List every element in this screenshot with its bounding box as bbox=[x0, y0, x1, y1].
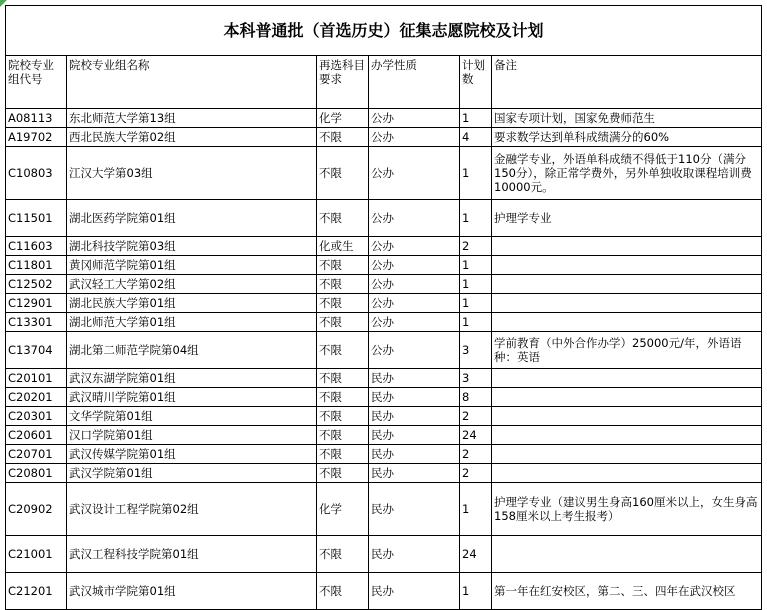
plan-table bbox=[5, 5, 762, 610]
cell-note bbox=[492, 407, 762, 426]
cell-requirement: 不限 bbox=[317, 464, 369, 483]
cell-note: 要求数学达到单科成绩满分的60% bbox=[492, 128, 762, 147]
cell-requirement: 不限 bbox=[317, 388, 369, 407]
cell-nature: 公办 bbox=[369, 332, 460, 369]
cell-nature: 民办 bbox=[369, 445, 460, 464]
cell-note bbox=[492, 369, 762, 388]
table-row bbox=[6, 294, 762, 313]
cell-plan: 1 bbox=[460, 200, 492, 237]
table-row bbox=[6, 426, 762, 445]
cell-nature: 公办 bbox=[369, 147, 460, 200]
cell-code: A08113 bbox=[6, 109, 67, 128]
table-row bbox=[6, 464, 762, 483]
cell-name: 湖北师范大学第01组 bbox=[67, 313, 317, 332]
cell-code: C20201 bbox=[6, 388, 67, 407]
table-row bbox=[6, 147, 762, 200]
cell-code: C20301 bbox=[6, 407, 67, 426]
cell-code: C21201 bbox=[6, 573, 67, 610]
cell-requirement: 不限 bbox=[317, 407, 369, 426]
cell-requirement: 不限 bbox=[317, 573, 369, 610]
cell-plan: 4 bbox=[460, 128, 492, 147]
header-row bbox=[6, 56, 762, 109]
cell-requirement: 不限 bbox=[317, 147, 369, 200]
cell-note: 国家专项计划，国家免费师范生 bbox=[492, 109, 762, 128]
header-code: 院校专业组代号 bbox=[6, 56, 67, 109]
cell-requirement: 不限 bbox=[317, 200, 369, 237]
cell-nature: 公办 bbox=[369, 109, 460, 128]
cell-code: C20801 bbox=[6, 464, 67, 483]
table-row bbox=[6, 369, 762, 388]
cell-requirement: 化学 bbox=[317, 483, 369, 536]
cell-requirement: 不限 bbox=[317, 294, 369, 313]
cell-note: 学前教育（中外合作办学）25000元/年，外语语种：英语 bbox=[492, 332, 762, 369]
cell-code: C20902 bbox=[6, 483, 67, 536]
cell-requirement: 不限 bbox=[317, 426, 369, 445]
table-row bbox=[6, 445, 762, 464]
cell-name: 武汉晴川学院第01组 bbox=[67, 388, 317, 407]
cell-requirement: 不限 bbox=[317, 445, 369, 464]
table-row bbox=[6, 407, 762, 426]
cell-plan: 3 bbox=[460, 369, 492, 388]
cell-plan: 1 bbox=[460, 147, 492, 200]
cell-name: 江汉大学第03组 bbox=[67, 147, 317, 200]
cell-name: 湖北医药学院第01组 bbox=[67, 200, 317, 237]
cell-name: 东北师范大学第13组 bbox=[67, 109, 317, 128]
cell-plan: 1 bbox=[460, 294, 492, 313]
cell-name: 武汉城市学院第01组 bbox=[67, 573, 317, 610]
cell-plan: 1 bbox=[460, 275, 492, 294]
cell-nature: 民办 bbox=[369, 464, 460, 483]
cell-plan: 8 bbox=[460, 388, 492, 407]
cell-note: 护理学专业 bbox=[492, 200, 762, 237]
cell-name: 湖北第二师范学院第04组 bbox=[67, 332, 317, 369]
cell-name: 湖北民族大学第01组 bbox=[67, 294, 317, 313]
cell-nature: 公办 bbox=[369, 237, 460, 256]
cell-requirement: 不限 bbox=[317, 332, 369, 369]
cell-nature: 民办 bbox=[369, 388, 460, 407]
table-row bbox=[6, 332, 762, 369]
cell-plan: 2 bbox=[460, 237, 492, 256]
cell-nature: 公办 bbox=[369, 256, 460, 275]
table-row bbox=[6, 536, 762, 573]
cell-code: C12901 bbox=[6, 294, 67, 313]
cell-note bbox=[492, 256, 762, 275]
table-row bbox=[6, 109, 762, 128]
cell-plan: 1 bbox=[460, 109, 492, 128]
cell-plan: 3 bbox=[460, 332, 492, 369]
cell-plan: 2 bbox=[460, 464, 492, 483]
table-row bbox=[6, 313, 762, 332]
table-row bbox=[6, 256, 762, 275]
cell-nature: 民办 bbox=[369, 369, 460, 388]
table-row bbox=[6, 128, 762, 147]
header-nature: 办学性质 bbox=[369, 56, 460, 109]
cell-plan: 1 bbox=[460, 256, 492, 275]
cell-code: C21001 bbox=[6, 536, 67, 573]
cell-requirement: 不限 bbox=[317, 256, 369, 275]
cell-name: 汉口学院第01组 bbox=[67, 426, 317, 445]
cell-requirement: 不限 bbox=[317, 313, 369, 332]
cell-nature: 民办 bbox=[369, 573, 460, 610]
cell-note bbox=[492, 426, 762, 445]
cell-nature: 民办 bbox=[369, 426, 460, 445]
header-requirement: 再选科目要求 bbox=[317, 56, 369, 109]
cell-name: 文华学院第01组 bbox=[67, 407, 317, 426]
cell-note bbox=[492, 388, 762, 407]
cell-requirement: 不限 bbox=[317, 275, 369, 294]
header-name: 院校专业组名称 bbox=[67, 56, 317, 109]
cell-requirement: 化或生 bbox=[317, 237, 369, 256]
cell-note bbox=[492, 237, 762, 256]
table-row bbox=[6, 275, 762, 294]
cell-note: 第一年在红安校区，第二、三、四年在武汉校区 bbox=[492, 573, 762, 610]
cell-name: 西北民族大学第02组 bbox=[67, 128, 317, 147]
cell-note bbox=[492, 536, 762, 573]
cell-nature: 民办 bbox=[369, 483, 460, 536]
cell-code: C11501 bbox=[6, 200, 67, 237]
cell-requirement: 不限 bbox=[317, 128, 369, 147]
table-row bbox=[6, 573, 762, 610]
cell-requirement: 化学 bbox=[317, 109, 369, 128]
cell-code: C20101 bbox=[6, 369, 67, 388]
cell-note: 金融学专业，外语单科成绩不得低于110分（满分150分），除正常学费外，另外单独收取课程培训费10000元。 bbox=[492, 147, 762, 200]
cell-name: 武汉东湖学院第01组 bbox=[67, 369, 317, 388]
table-row bbox=[6, 483, 762, 536]
cell-code: C13704 bbox=[6, 332, 67, 369]
cell-name: 武汉传媒学院第01组 bbox=[67, 445, 317, 464]
header-plan: 计划数 bbox=[460, 56, 492, 109]
cell-nature: 公办 bbox=[369, 128, 460, 147]
cell-code: C11603 bbox=[6, 237, 67, 256]
cell-name: 黄冈师范学院第01组 bbox=[67, 256, 317, 275]
cell-plan: 2 bbox=[460, 445, 492, 464]
cell-requirement: 不限 bbox=[317, 536, 369, 573]
cell-plan: 24 bbox=[460, 536, 492, 573]
header-note: 备注 bbox=[492, 56, 762, 109]
cell-name: 武汉学院第01组 bbox=[67, 464, 317, 483]
cell-plan: 24 bbox=[460, 426, 492, 445]
cell-nature: 民办 bbox=[369, 407, 460, 426]
cell-name: 武汉设计工程学院第02组 bbox=[67, 483, 317, 536]
cell-requirement: 不限 bbox=[317, 369, 369, 388]
cell-code: C12502 bbox=[6, 275, 67, 294]
cell-plan: 1 bbox=[460, 313, 492, 332]
cell-nature: 公办 bbox=[369, 313, 460, 332]
table-row bbox=[6, 388, 762, 407]
cell-note bbox=[492, 313, 762, 332]
cell-code: C13301 bbox=[6, 313, 67, 332]
cell-name: 武汉工程科技学院第01组 bbox=[67, 536, 317, 573]
cell-note: 护理学专业（建议男生身高160厘米以上，女生身高158厘米以上考生报考） bbox=[492, 483, 762, 536]
cell-plan: 2 bbox=[460, 407, 492, 426]
cell-name: 武汉轻工大学第02组 bbox=[67, 275, 317, 294]
cell-name: 湖北科技学院第03组 bbox=[67, 237, 317, 256]
cell-nature: 民办 bbox=[369, 536, 460, 573]
cell-code: C10803 bbox=[6, 147, 67, 200]
cell-plan: 1 bbox=[460, 573, 492, 610]
cell-nature: 公办 bbox=[369, 200, 460, 237]
cell-nature: 公办 bbox=[369, 275, 460, 294]
cell-plan: 1 bbox=[460, 483, 492, 536]
cell-note bbox=[492, 445, 762, 464]
table-row bbox=[6, 200, 762, 237]
cell-nature: 公办 bbox=[369, 294, 460, 313]
cell-code: A19702 bbox=[6, 128, 67, 147]
cell-note bbox=[492, 275, 762, 294]
cell-note bbox=[492, 464, 762, 483]
cell-code: C20701 bbox=[6, 445, 67, 464]
cell-code: C20601 bbox=[6, 426, 67, 445]
table-row bbox=[6, 237, 762, 256]
table-title: 本科普通批（首选历史）征集志愿院校及计划 bbox=[6, 6, 762, 56]
cell-code: C11801 bbox=[6, 256, 67, 275]
cell-note bbox=[492, 294, 762, 313]
